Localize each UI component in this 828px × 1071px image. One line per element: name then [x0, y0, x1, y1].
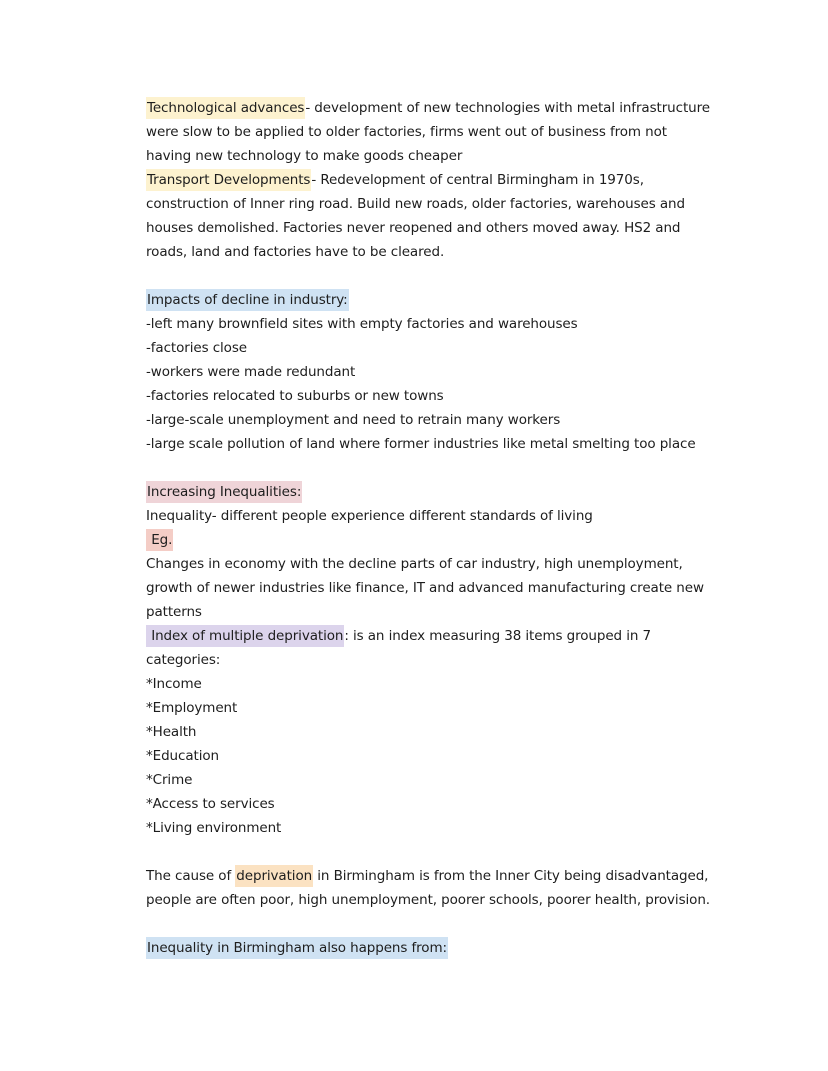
text-line [146, 96, 746, 120]
text-line [146, 312, 746, 336]
document-content [146, 96, 746, 960]
text-line [146, 816, 746, 840]
text-run: -large-scale unemployment and need to retrain many workers [146, 412, 561, 428]
text-run: *Crime [146, 772, 193, 788]
text-run: - development of new technologies with metal infrastructure [305, 100, 710, 116]
blank-line [146, 912, 746, 936]
text-run: *Health [146, 724, 197, 740]
text-run: were slow to be applied to older factories, firms went out of business from not [146, 124, 667, 140]
text-line [146, 480, 746, 504]
text-run: Inequality- different people experience different standards of living [146, 508, 593, 524]
text-line [146, 168, 746, 192]
text-line [146, 576, 746, 600]
text-line [146, 408, 746, 432]
text-line [146, 744, 746, 768]
highlighted-text: Index of multiple deprivation [146, 625, 344, 647]
highlighted-text: Technological advances [146, 97, 305, 119]
text-run: - Redevelopment of central Birmingham in 1970s, [311, 172, 644, 188]
text-run: having new technology to make goods cheaper [146, 148, 463, 164]
text-line [146, 120, 746, 144]
text-line [146, 888, 746, 912]
text-run: -workers were made redundant [146, 364, 356, 380]
text-run: roads, land and factories have to be cleared. [146, 244, 445, 260]
text-line [146, 792, 746, 816]
text-line [146, 336, 746, 360]
text-run: Changes in economy with the decline parts of car industry, high unemployment, [146, 556, 683, 572]
text-line [146, 768, 746, 792]
highlighted-text: Impacts of decline in industry: [146, 289, 349, 311]
text-line [146, 648, 746, 672]
blank-line [146, 840, 746, 864]
text-run: -large scale pollution of land where former industries like metal smelting too place [146, 436, 696, 452]
text-run: *Income [146, 676, 202, 692]
text-line [146, 432, 746, 456]
text-run: -factories close [146, 340, 247, 356]
text-run: patterns [146, 604, 202, 620]
text-run: *Education [146, 748, 219, 764]
text-run: houses demolished. Factories never reopened and others moved away. HS2 and [146, 220, 681, 236]
text-run: *Living environment [146, 820, 282, 836]
text-run: construction of Inner ring road. Build new roads, older factories, warehouses and [146, 196, 685, 212]
text-run: -factories relocated to suburbs or new towns [146, 388, 444, 404]
text-line [146, 864, 746, 888]
text-line [146, 144, 746, 168]
text-line [146, 240, 746, 264]
text-run: growth of newer industries like finance, IT and advanced manufacturing create new [146, 580, 704, 596]
text-run: *Employment [146, 700, 238, 716]
text-line [146, 528, 746, 552]
blank-line [146, 456, 746, 480]
text-line [146, 552, 746, 576]
text-run: in Birmingham is from the Inner City being disadvantaged, [313, 868, 709, 884]
text-run: categories: [146, 652, 221, 668]
blank-line [146, 264, 746, 288]
text-line [146, 672, 746, 696]
text-line [146, 384, 746, 408]
text-run: : is an index measuring 38 items grouped in 7 [344, 628, 651, 644]
highlighted-text: Increasing Inequalities: [146, 481, 302, 503]
text-run: *Access to services [146, 796, 275, 812]
text-line [146, 216, 746, 240]
highlighted-text: Transport Developments [146, 169, 311, 191]
text-line [146, 504, 746, 528]
text-line [146, 936, 746, 960]
text-line [146, 360, 746, 384]
text-line [146, 288, 746, 312]
text-run: people are often poor, high unemployment, poorer schools, poorer health, provision. [146, 892, 710, 908]
text-line [146, 720, 746, 744]
text-line [146, 192, 746, 216]
text-line [146, 624, 746, 648]
text-line [146, 600, 746, 624]
highlighted-text: Eg. [146, 529, 173, 551]
text-run: -left many brownfield sites with empty factories and warehouses [146, 316, 578, 332]
text-run: The cause of [146, 868, 236, 884]
highlighted-text: deprivation [235, 865, 313, 887]
text-line [146, 696, 746, 720]
highlighted-text: Inequality in Birmingham also happens from: [146, 937, 448, 959]
